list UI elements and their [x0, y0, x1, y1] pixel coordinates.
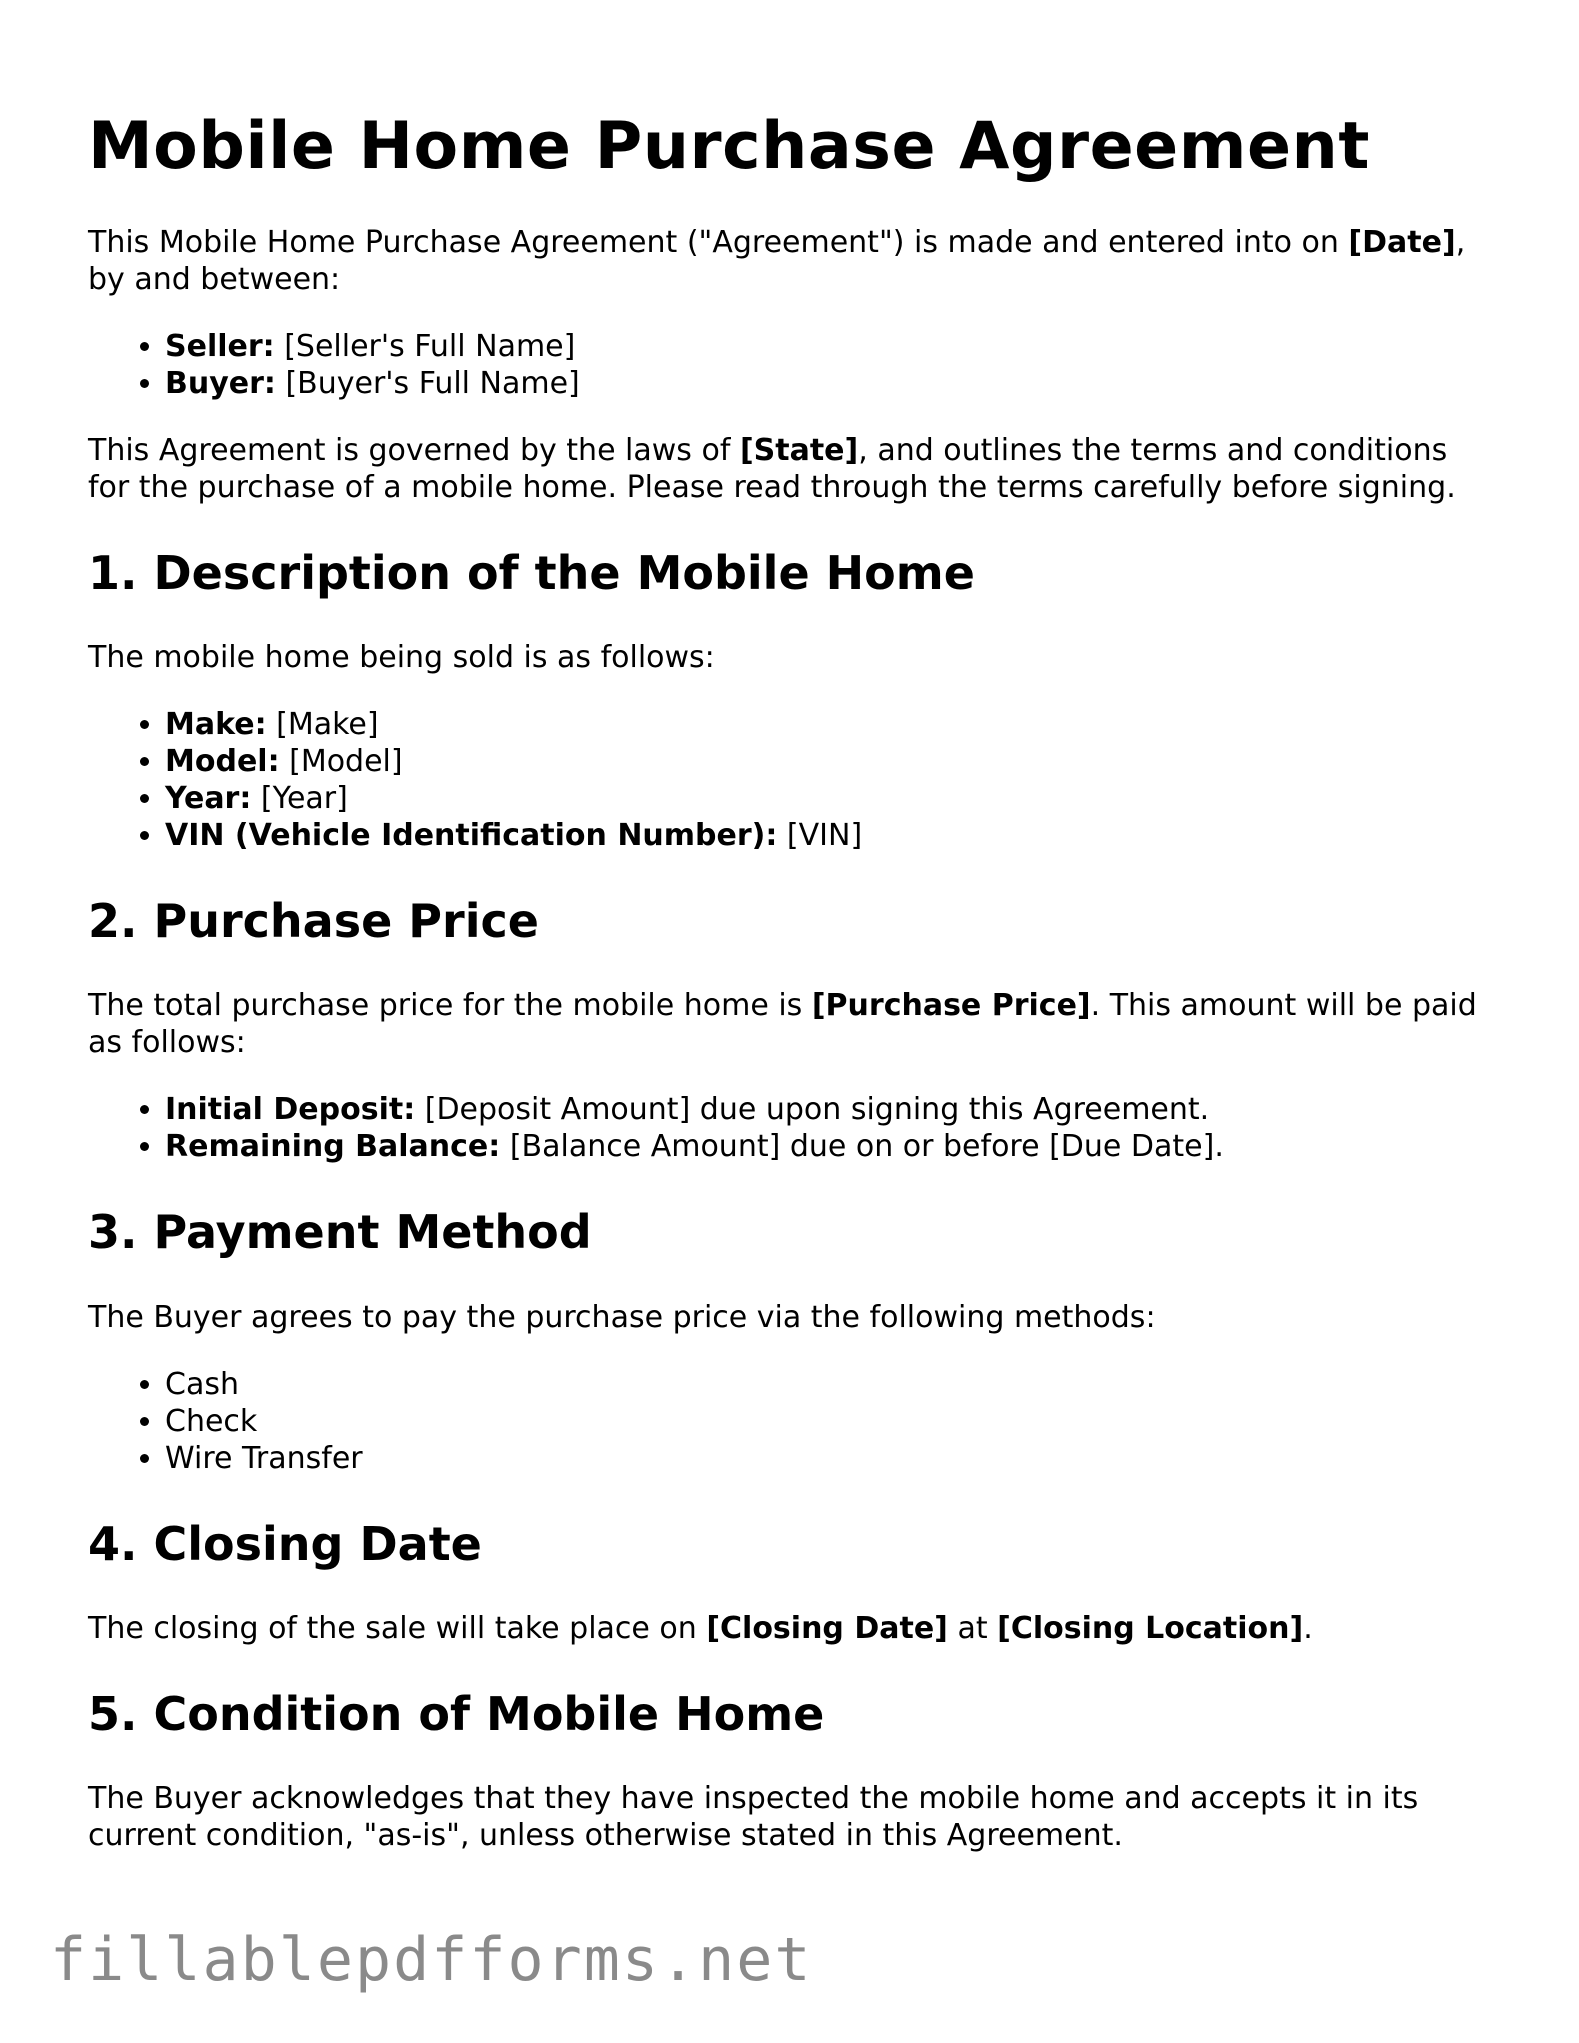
schedule-value: [Deposit Amount] due upon signing this Agreement.: [415, 1092, 1210, 1128]
list-item: [165, 743, 1498, 780]
detail-value: [Model]: [279, 744, 403, 780]
detail-label: VIN (Vehicle Identification Number):: [165, 818, 778, 854]
party-label: Buyer:: [165, 366, 276, 401]
list-item: [165, 817, 1498, 854]
agreement-date: [Date]: [1348, 225, 1456, 260]
closing-prefix: The closing of the sale will take place on: [88, 1610, 707, 1646]
section-heading-payment-method: 3. Payment Method: [88, 1205, 592, 1260]
closing-paragraph: [88, 1610, 1498, 1647]
section-heading-purchase-price: 2. Purchase Price: [88, 894, 539, 949]
party-value: [Buyer's Full Name]: [275, 366, 580, 401]
governing-state: [State]: [739, 433, 859, 468]
section-heading-description: 1. Description of the Mobile Home: [88, 546, 975, 600]
payment-schedule-list: [88, 1091, 1498, 1165]
price-prefix: The total purchase price for the mobile home is: [88, 988, 812, 1024]
intro-suffix: , by and between:: [88, 225, 1466, 297]
closing-date: [Closing Date]: [706, 1610, 948, 1646]
party-value: [Seller's Full Name]: [274, 329, 576, 364]
schedule-value: [Balance Amount] due on or before [Due Date].: [500, 1129, 1224, 1165]
closing-location: [Closing Location]: [997, 1610, 1304, 1646]
detail-label: Year:: [165, 781, 252, 817]
list-item: • Cash: [165, 1366, 1498, 1403]
schedule-label: Remaining Balance:: [165, 1129, 501, 1165]
parties-list: [88, 328, 1498, 402]
purchase-price: [Purchase Price]: [811, 988, 1091, 1024]
section-heading-condition: 5. Condition of Mobile Home: [88, 1686, 825, 1741]
detail-label: Make:: [165, 707, 267, 743]
governing-suffix: , and outlines the terms and conditions for the purchase of a mobile home. Please read through the terms carefully before signing.: [88, 433, 1456, 505]
closing-suffix: .: [1303, 1610, 1313, 1646]
list-item: [165, 365, 1498, 402]
payment-method-text: The Buyer agrees to pay the purchase price via the following methods:: [88, 1299, 1156, 1335]
list-item: [165, 1091, 1498, 1128]
list-item: [165, 780, 1498, 817]
schedule-label: Initial Deposit:: [165, 1092, 416, 1128]
watermark: fillablepdfforms.net: [50, 1925, 813, 1995]
list-item: • Wire Transfer: [165, 1440, 1498, 1477]
payment-methods-list: [88, 1366, 1498, 1477]
list-item: • Check: [165, 1403, 1498, 1440]
section-heading-closing-date: 4. Closing Date: [88, 1516, 482, 1571]
condition-text: The Buyer acknowledges that they have inspected the mobile home and accepts it in its current condition, "as-is", unless otherwise stated in this Agreement.: [88, 1780, 1419, 1853]
detail-value: [Year]: [251, 781, 348, 817]
section-description-text: The mobile home being sold is as follows:: [88, 640, 715, 676]
closing-middle: at: [947, 1610, 998, 1646]
document-title: Mobile Home Purchase Agreement: [88, 109, 1370, 184]
list-item: [165, 706, 1498, 743]
home-details-list: [88, 706, 1498, 854]
list-item: [165, 1128, 1498, 1165]
intro-paragraph: [88, 224, 1498, 298]
price-suffix: . This amount will be paid as follows:: [88, 988, 1477, 1061]
governing-paragraph: [88, 432, 1498, 506]
detail-value: [Make]: [266, 707, 379, 743]
party-label: Seller:: [165, 329, 275, 364]
detail-value: [VIN]: [777, 818, 863, 854]
governing-prefix: This Agreement is governed by the laws of: [88, 433, 740, 468]
detail-label: Model:: [165, 744, 280, 780]
list-item: [165, 328, 1498, 365]
intro-prefix: This Mobile Home Purchase Agreement ("Agreement") is made and entered into on: [88, 225, 1349, 260]
purchase-price-paragraph: [88, 987, 1498, 1061]
document-page: [88, 108, 1498, 1884]
